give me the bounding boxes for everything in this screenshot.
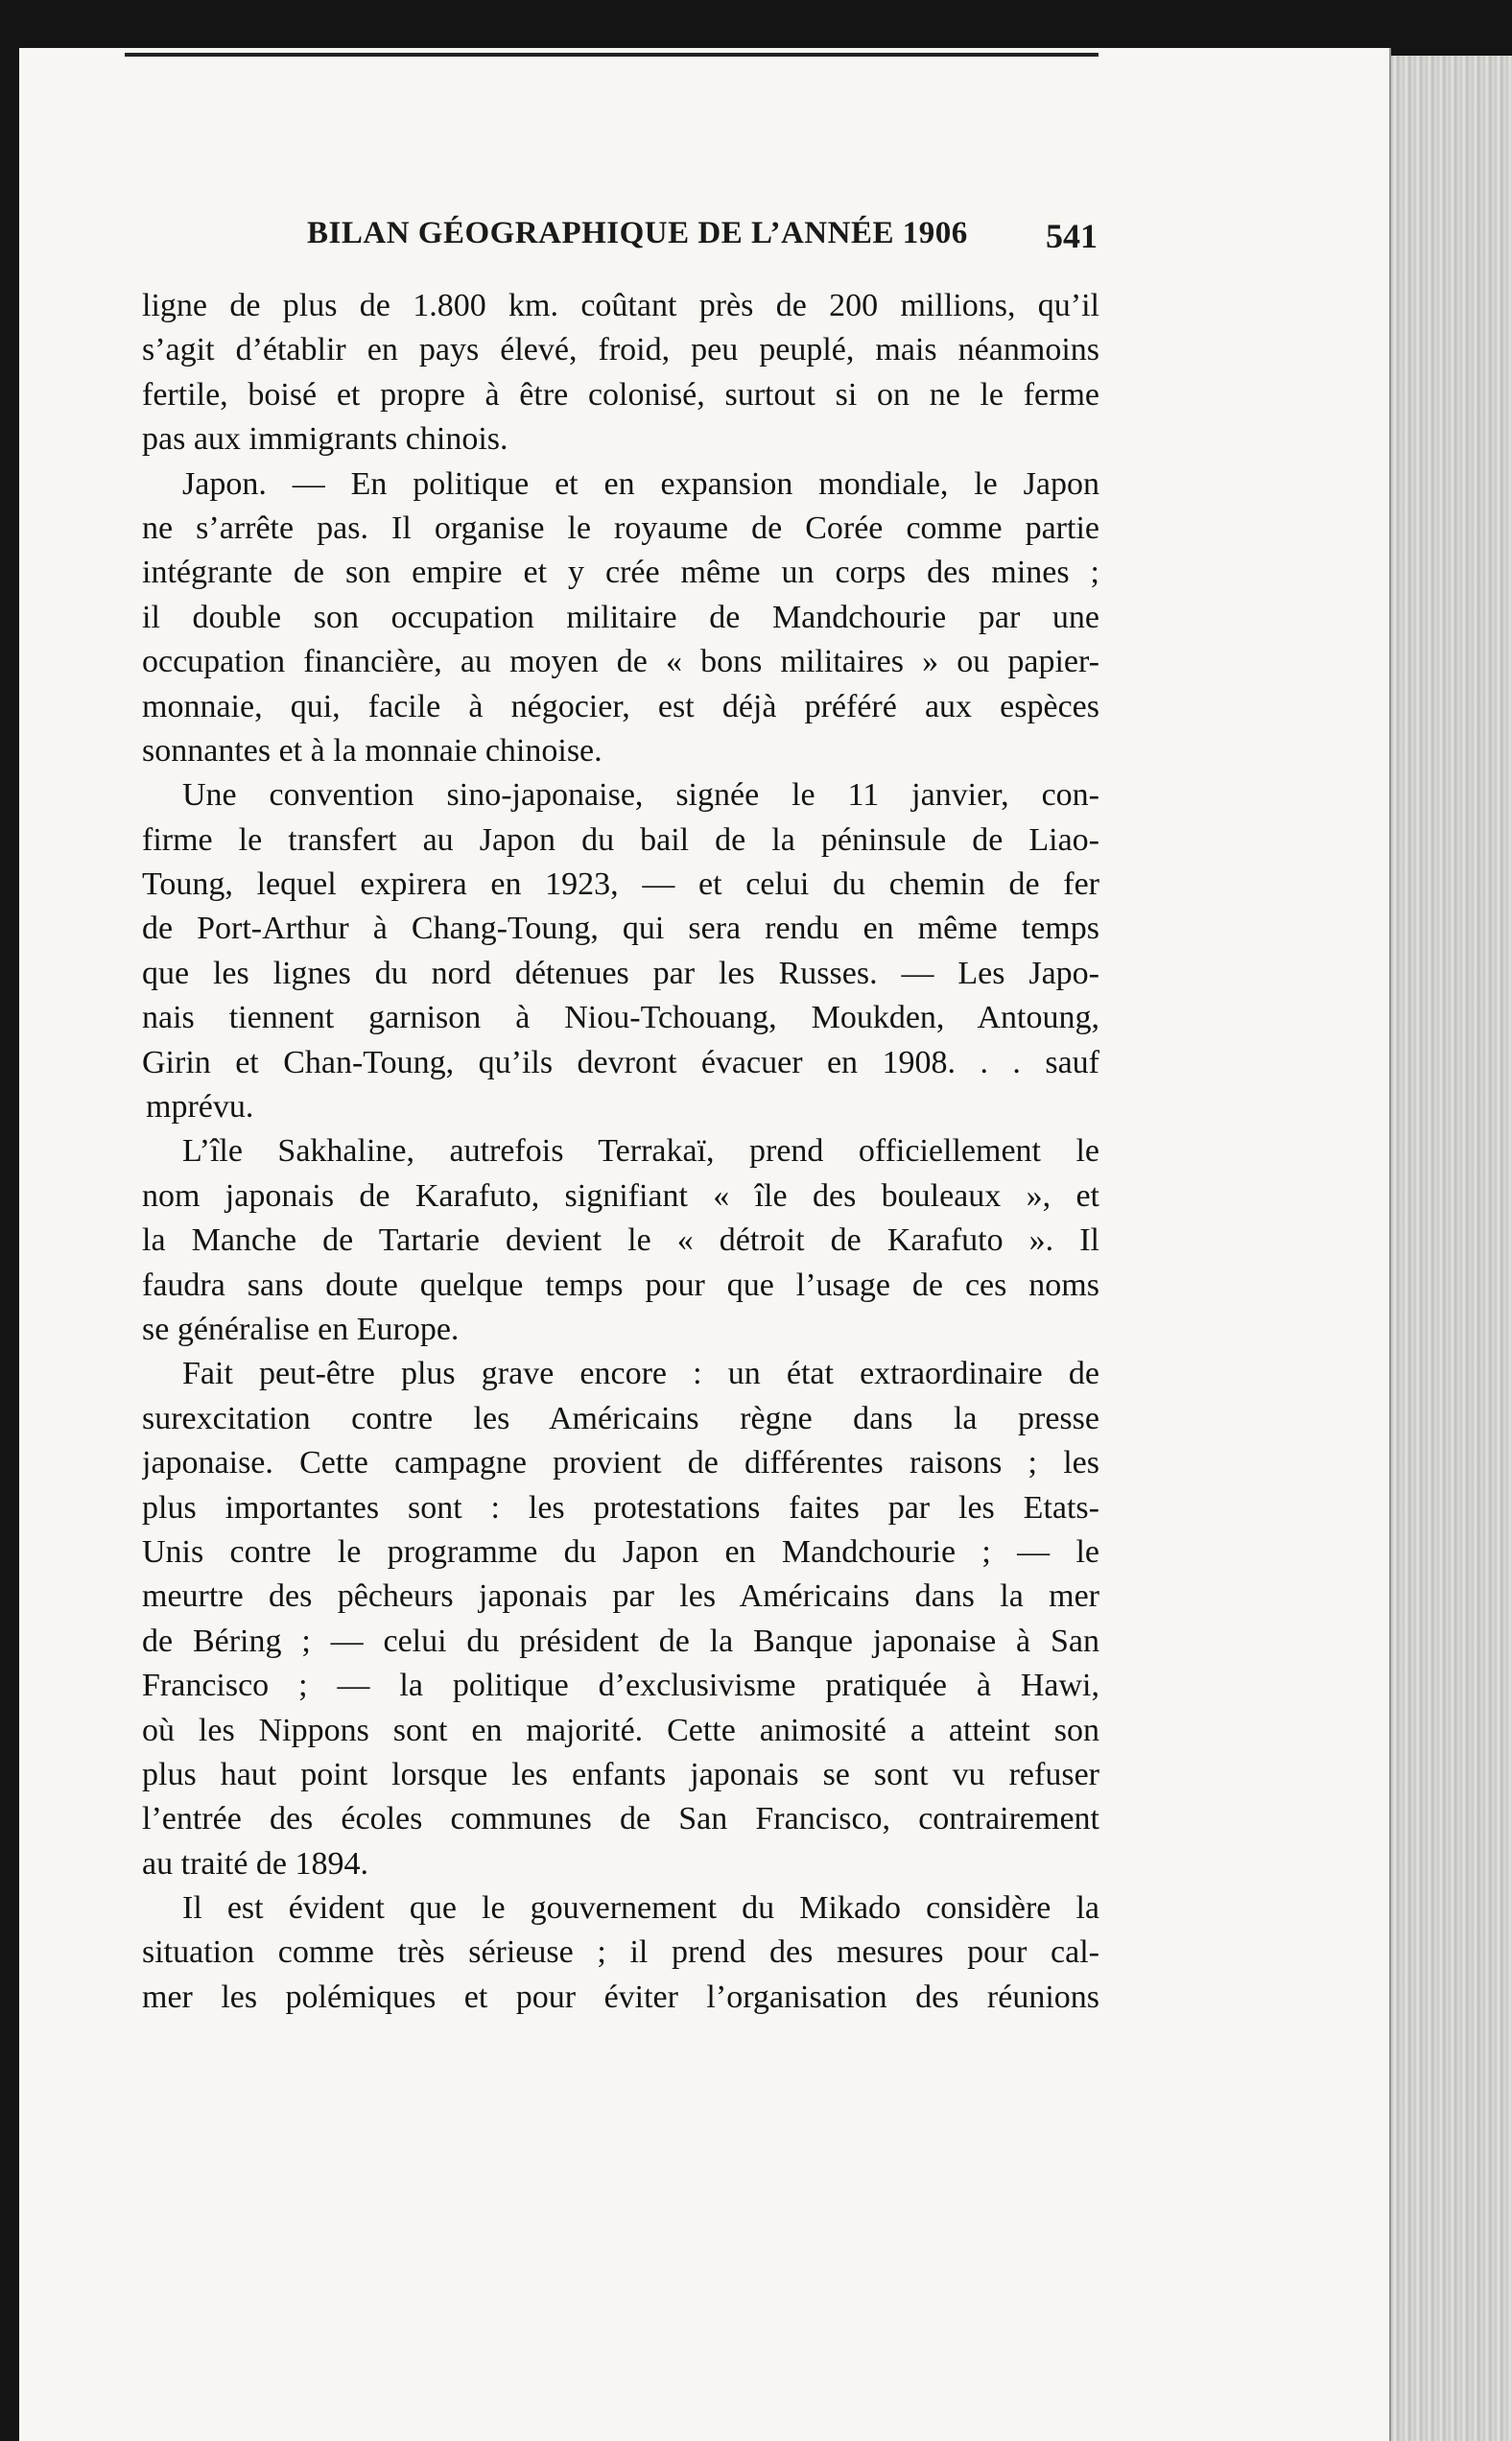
running-title: BILAN GÉOGRAPHIQUE DE L’ANNÉE 1906 <box>307 216 968 250</box>
page-number: 541 <box>1046 217 1098 255</box>
text-line: nom japonais de Karafuto, signifiant « île des bouleaux », et <box>142 1177 1099 1214</box>
book-fore-edge <box>1389 56 1512 2441</box>
text-line: faudra sans doute quelque temps pour que l’usage de ces noms <box>142 1267 1099 1303</box>
text-line: ligne de plus de 1.800 km. coûtant près de 200 millions, qu’il <box>142 288 1099 323</box>
text-line: Une convention sino-japonaise, signée le 11 janvier, con- <box>182 777 1099 814</box>
top-border-line <box>125 53 1099 57</box>
text-line: sonnantes et à la monnaie chinoise. <box>142 732 602 769</box>
text-line: intégrante de son empire et y crée même un corps des mines ; <box>142 555 1099 591</box>
text-line: Fait peut-être plus grave encore : un état extraordinaire de <box>182 1356 1099 1392</box>
text-line: meurtre des pêcheurs japonais par les Américains dans la mer <box>142 1578 1099 1615</box>
text-line: s’agit d’établir en pays élevé, froid, peu peuplé, mais néanmoins <box>142 332 1099 368</box>
text-line: se généralise en Europe. <box>142 1311 460 1347</box>
text-line: Unis contre le programme du Japon en Mandchourie ; — le <box>142 1533 1099 1570</box>
text-line: Toung, lequel expirera en 1923, — et celui du chemin de fer <box>142 866 1099 903</box>
text-line: que les lignes du nord détenues par les Russes. — Les Japo- <box>142 955 1099 991</box>
text-line: l’entrée des écoles communes de San Francisco, contrairement <box>142 1801 1099 1837</box>
text-line: il double son occupation militaire de Mandchourie par une <box>142 599 1099 635</box>
text-line: mer les polémiques et pour éviter l’organisation des réunions <box>142 1979 1099 2015</box>
text-line: japonaise. Cette campagne provient de différentes raisons ; les <box>142 1445 1099 1481</box>
text-line: surexcitation contre les Américains règne dans la presse <box>142 1400 1099 1436</box>
text-line: Japon. — En politique et en expansion mondiale, le Japon <box>182 465 1099 502</box>
text-line: Francisco ; — la politique d’exclusivisme pratiquée à Hawi, <box>142 1668 1099 1704</box>
text-line: de Port-Arthur à Chang-Toung, qui sera rendu en même temps <box>142 911 1099 947</box>
text-line: nais tiennent garnison à Niou-Tchouang, Moukden, Antoung, <box>142 1000 1099 1036</box>
text-line: occupation financière, au moyen de « bons militaires » ou papier- <box>142 644 1099 680</box>
text-line: où les Nippons sont en majorité. Cette animosité a atteint son <box>142 1712 1099 1748</box>
text-line: plus importantes sont : les protestations faites par les Etats- <box>142 1489 1099 1526</box>
text-line: au traité de 1894. <box>142 1845 369 1882</box>
text-line: Girin et Chan-Toung, qu’ils devront évacuer en 1908. . . sauf <box>142 1044 1099 1080</box>
text-line: L’île Sakhaline, autrefois Terrakaï, prend officiellement le <box>182 1133 1099 1170</box>
text-line: firme le transfert au Japon du bail de la péninsule de Liao- <box>142 821 1099 858</box>
body-text <box>142 284 1099 2020</box>
text-line: fertile, boisé et propre à être colonisé, surtout si on ne le ferme <box>142 376 1099 413</box>
text-line: situation comme très sérieuse ; il prend des mesures pour cal- <box>142 1934 1099 1971</box>
text-line: mprévu. <box>146 1089 254 1126</box>
text-line: Il est évident que le gouvernement du Mikado considère la <box>182 1890 1099 1927</box>
text-line: monnaie, qui, facile à négocier, est déjà préféré aux espèces <box>142 688 1099 724</box>
text-line: ne s’arrête pas. Il organise le royaume de Corée comme partie <box>142 510 1099 546</box>
text-line: plus haut point lorsque les enfants japonais se sont vu refuser <box>142 1756 1099 1792</box>
text-line: de Béring ; — celui du président de la Banque japonaise à San <box>142 1623 1099 1659</box>
text-line: la Manche de Tartarie devient le « détroit de Karafuto ». Il <box>142 1222 1099 1259</box>
text-line: pas aux immigrants chinois. <box>142 421 508 458</box>
